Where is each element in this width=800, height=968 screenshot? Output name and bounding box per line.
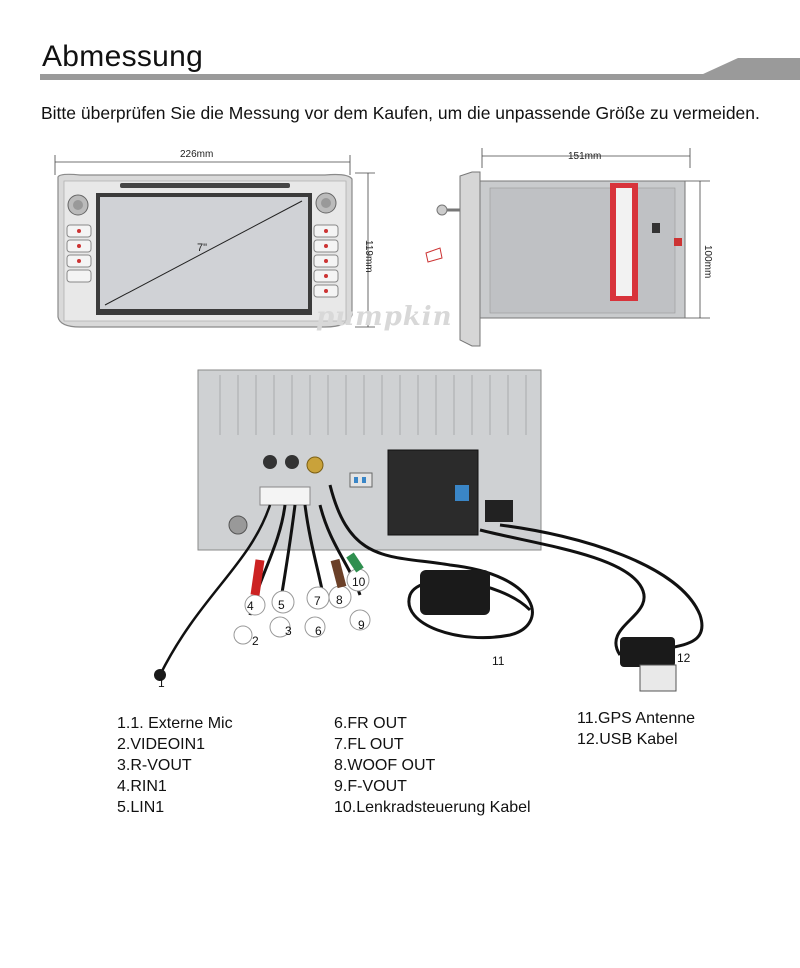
side-width-label: 151mm	[568, 151, 602, 162]
legend-item: 12.USB Kabel	[577, 731, 678, 748]
legend-item: 9.F-VOUT	[334, 778, 407, 795]
callout-9: 9	[358, 618, 365, 632]
page-subtitle: Bitte überprüfen Sie die Messung vor dem Kaufen, um die unpassende Größe zu vermeiden.	[41, 103, 760, 123]
legend-item: 1.1. Externe Mic	[117, 715, 233, 732]
callout-8: 8	[336, 593, 343, 607]
front-width-label: 226mm	[180, 149, 214, 160]
page-title: Abmessung	[42, 40, 204, 73]
callout-3: 3	[285, 624, 292, 638]
callout-7: 7	[314, 594, 321, 608]
rear-view-diagram	[120, 365, 720, 695]
callout-6: 6	[315, 624, 322, 638]
side-view-diagram	[420, 148, 720, 353]
callout-5: 5	[278, 598, 285, 612]
callout-11: 11	[492, 654, 505, 668]
legend-column-1	[117, 713, 233, 818]
legend-item: 11.GPS Antenne	[577, 710, 696, 727]
legend-item: 7.FL OUT	[334, 736, 404, 753]
callout-2: 2	[252, 634, 259, 648]
legend-column-2	[334, 713, 531, 818]
legend-item: 2.VIDEOIN1	[117, 736, 206, 753]
legend-item: 4.RIN1	[117, 778, 167, 795]
callout-12: 12	[677, 651, 691, 665]
side-height-label: 100mm	[702, 245, 713, 279]
callout-10: 10	[352, 575, 366, 589]
legend-item: 3.R-VOUT	[117, 757, 192, 774]
title-underline	[0, 56, 800, 86]
legend-item: 8.WOOF OUT	[334, 757, 436, 774]
watermark-logo: pumpkin	[316, 302, 453, 332]
legend-item: 10.Lenkradsteuerung Kabel	[334, 799, 531, 816]
legend-item: 5.LIN1	[117, 799, 165, 816]
legend-item: 6.FR OUT	[334, 715, 407, 732]
callout-1: 1	[158, 676, 165, 690]
callout-4: 4	[247, 599, 254, 613]
front-height-label: 119mm	[363, 240, 374, 273]
legend-column-3	[577, 708, 695, 750]
diagonal-label: 7"	[197, 242, 208, 254]
